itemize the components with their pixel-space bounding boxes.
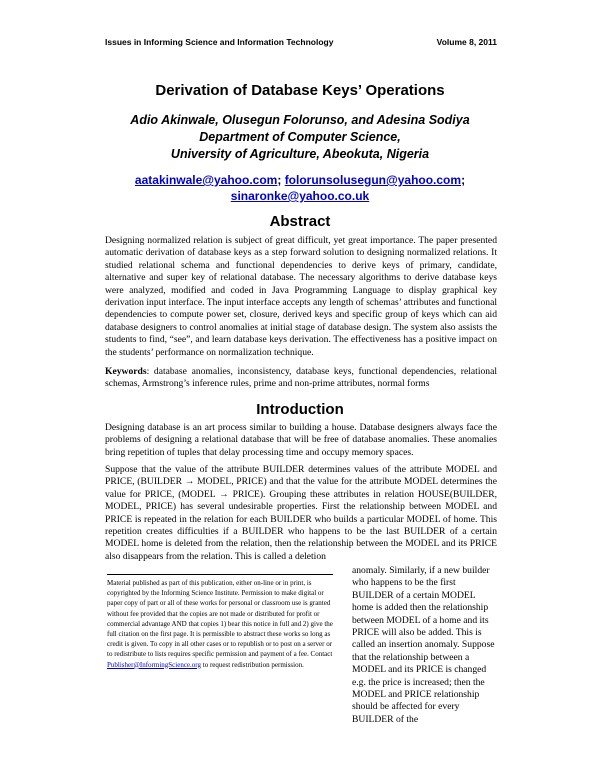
keywords xyxy=(105,366,497,391)
email-link-3[interactable]: sinaronke@yahoo.co.uk xyxy=(230,189,370,203)
author-department: Department of Computer Science, xyxy=(199,130,401,144)
footnote-text-end: to request redistribution permission. xyxy=(201,660,304,669)
publisher-email-link[interactable]: Publisher@InformingScience.org xyxy=(107,660,201,669)
paper-title: Derivation of Database Keys’ Operations xyxy=(155,82,445,99)
author-university: University of Agriculture, Abeokuta, Nigeria xyxy=(170,147,430,161)
introduction-heading: Introduction xyxy=(256,401,344,418)
introduction-paragraph-1: Designing database is an art process similar to building a house. Database designers always face the problems of designing a relational database that will be free of database anomalies. These anomalies bring repetition of tuples that delay processing time and occupy memory spaces. xyxy=(105,422,497,458)
email-separator: ; xyxy=(277,173,285,187)
email-link-2[interactable]: folorunsolusegun@yahoo.com xyxy=(284,173,462,187)
copyright-footnote xyxy=(107,574,333,726)
abstract-text: Designing normalized relation is subject of great difficult, yet great importance. The paper presented automatic derivation of database keys as a step forward solution to designing normalized relations. It studied relational schema and functional dependencies to derive keys of primary, candidate, alternative and super key of relational database. The necessary algorithms to derive database keys were analyzed, modified and coded in Java Programming Language to display graphical key derivation input interface. The input interface accepts any length of schemas’ attributes and functional dependencies to compute power set, closure, derived keys and specific group of keys which can aid database designers to control anomalies at initial stage of database design. The system also assists the students to find, “see”, and learn database keys derivation. The effectiveness has a positive impact on the students’ performance on normalization technique. xyxy=(105,235,497,358)
journal-name: Issues in Informing Science and Information Technology xyxy=(105,37,334,47)
abstract-heading: Abstract xyxy=(269,213,331,230)
author-block xyxy=(0,112,600,163)
introduction-paragraph-2-continued: anomaly. Similarly, if a new builder who happens to be the first BUILDER of a certain MODEL home is added then the relationship between MODEL of a home and its PRICE will also be added. This is called an insertion anomaly. Suppose that the relationship between a MODEL and its PRICE is changed e.g. the price is increased; then the MODEL and PRICE relationship should be affected for every BUILDER of the xyxy=(352,565,495,725)
author-emails xyxy=(0,172,600,204)
author-names: Adio Akinwale, Olusegun Folorunso, and Adesina Sodiya xyxy=(130,113,470,127)
introduction-paragraph-2: Suppose that the value of the attribute BUILDER determines values of the attribute MODEL and PRICE, (BUILDER → MODEL, PRICE) and that the value for the attribute MODEL determines the value for PRICE, (MODEL → PRICE). Grouping these attributes in relation HOUSE(BUILDER, MODEL, PRICE) has several undesirable properties. First the relationship between MODEL and PRICE is repeated in the relation for each BUILDER who builds a particular MODEL of home. This repetition creates difficulties if a BUILDER who happens to be the last BUILDER of a certain MODEL home is deleted from the relation, then the relationship between the MODEL and its PRICE also disappears from the relation. This is called a deletion xyxy=(105,464,497,562)
volume-info: Volume 8, 2011 xyxy=(436,37,497,47)
footnote-text: Material published as part of this publication, either on-line or in print, is copyrighted by the Informing Science Institute. Permission to make digital or paper copy of part or all of these works for personal or classroom use is granted without fee provided that the copies are not made or distributed for profit or commercial advantage AND that copies 1) bear this notice in full and 2) give the full citation on the first page. It is permissible to abstract these works so long as credit is given. To copy in all other cases or to republish or to post on a server or to redistribute to lists requires specific permission and payment of a fee. Contact xyxy=(107,579,333,659)
keywords-list: : database anomalies, inconsistency, database keys, functional dependencies, relational schemas, Armstrong’s inference rules, prime and non-prime attributes, normal forms xyxy=(105,366,497,390)
email-separator: ; xyxy=(461,173,466,187)
keywords-label: Keywords xyxy=(105,366,147,377)
running-header xyxy=(105,37,497,47)
email-link-1[interactable]: aatakinwale@yahoo.com xyxy=(134,173,278,187)
